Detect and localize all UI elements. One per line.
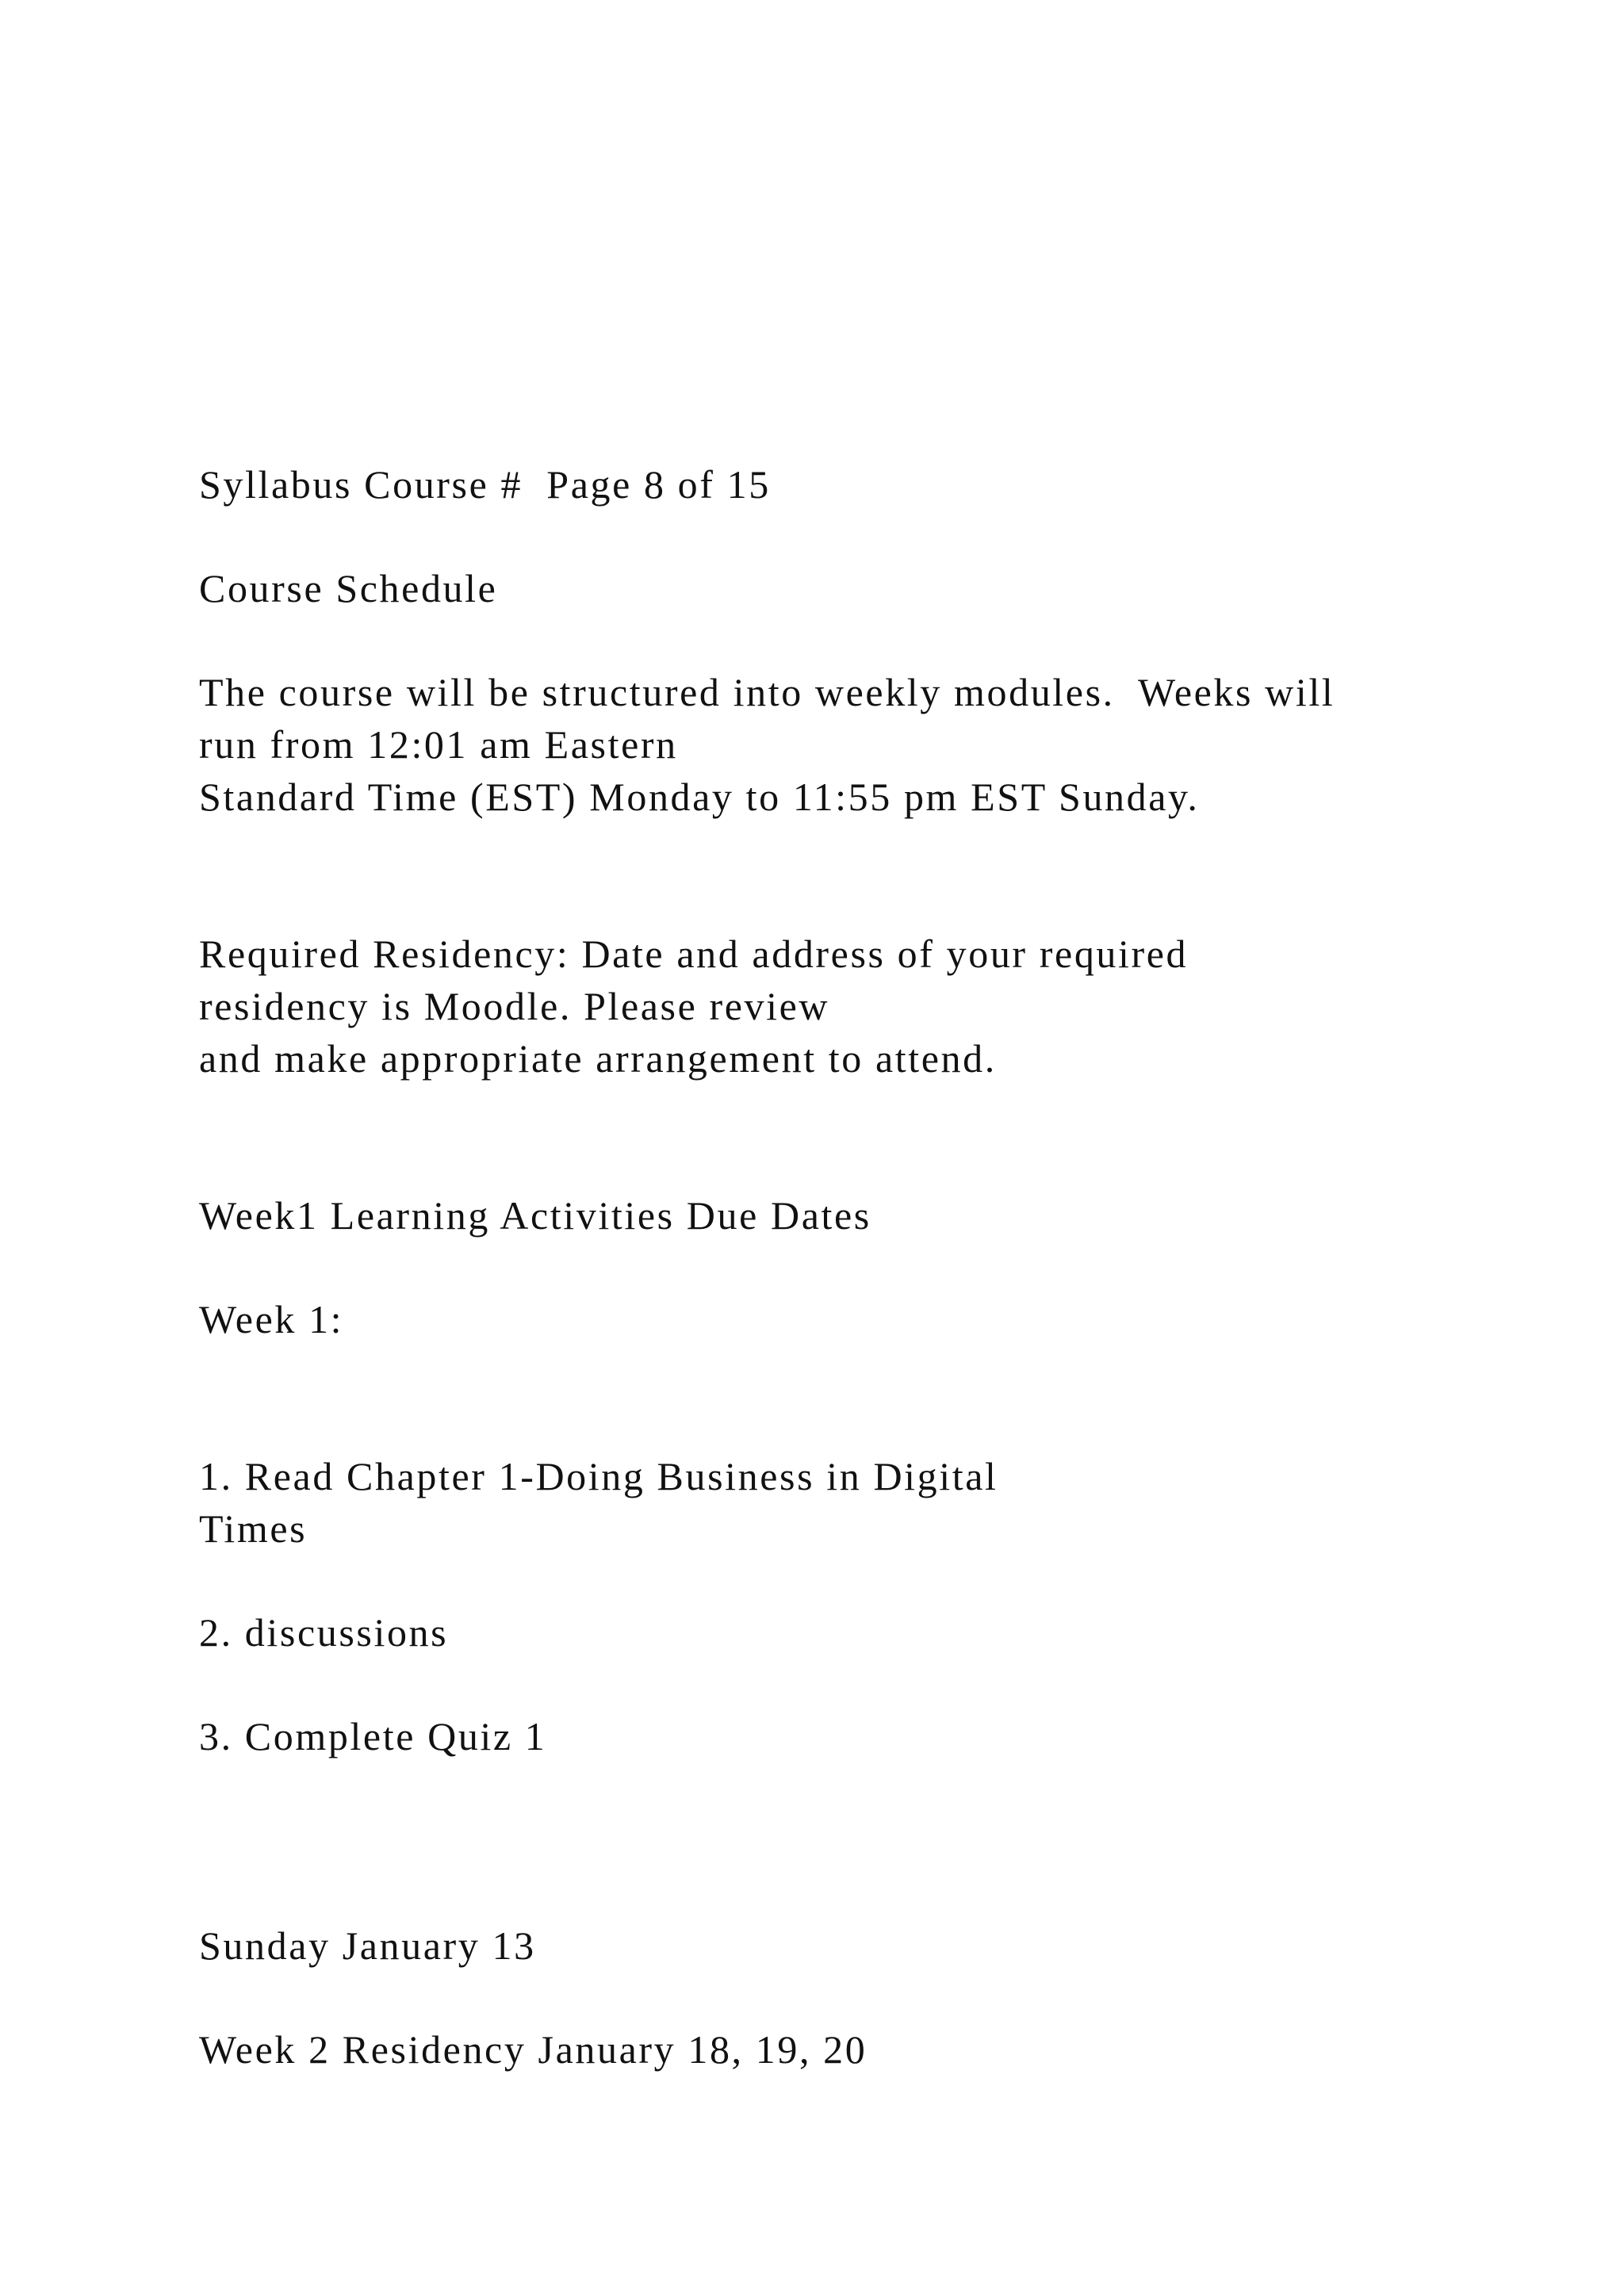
- residency-line-3: and make appropriate arrangement to attend.: [199, 1036, 997, 1081]
- schedule-table-header: Week1 Learning Activities Due Dates: [199, 1193, 871, 1238]
- activity-item-1-continued: Times: [199, 1506, 308, 1551]
- activity-item-1: 1. Read Chapter 1-Doing Business in Digital: [199, 1454, 998, 1498]
- activity-item-3: 3. Complete Quiz 1: [199, 1714, 547, 1758]
- week1-due-date: Sunday January 13: [199, 1923, 536, 1968]
- intro-line-1: The course will be structured into weekly modules. Weeks will: [199, 670, 1335, 714]
- intro-line-3: Standard Time (EST) Monday to 11:55 pm EST Sunday.: [199, 775, 1200, 819]
- residency-line-2: residency is Moodle. Please review: [199, 984, 830, 1028]
- week2-residency-row: Week 2 Residency January 18, 19, 20: [199, 2027, 868, 2072]
- intro-line-2: run from 12:01 am Eastern: [199, 722, 678, 767]
- residency-line-1: Required Residency: Date and address of your required: [199, 932, 1189, 976]
- activity-item-2: 2. discussions: [199, 1610, 449, 1655]
- section-title: Course Schedule: [199, 566, 498, 610]
- week1-label: Week 1:: [199, 1297, 344, 1341]
- page-header: Syllabus Course # Page 8 of 15: [199, 462, 771, 507]
